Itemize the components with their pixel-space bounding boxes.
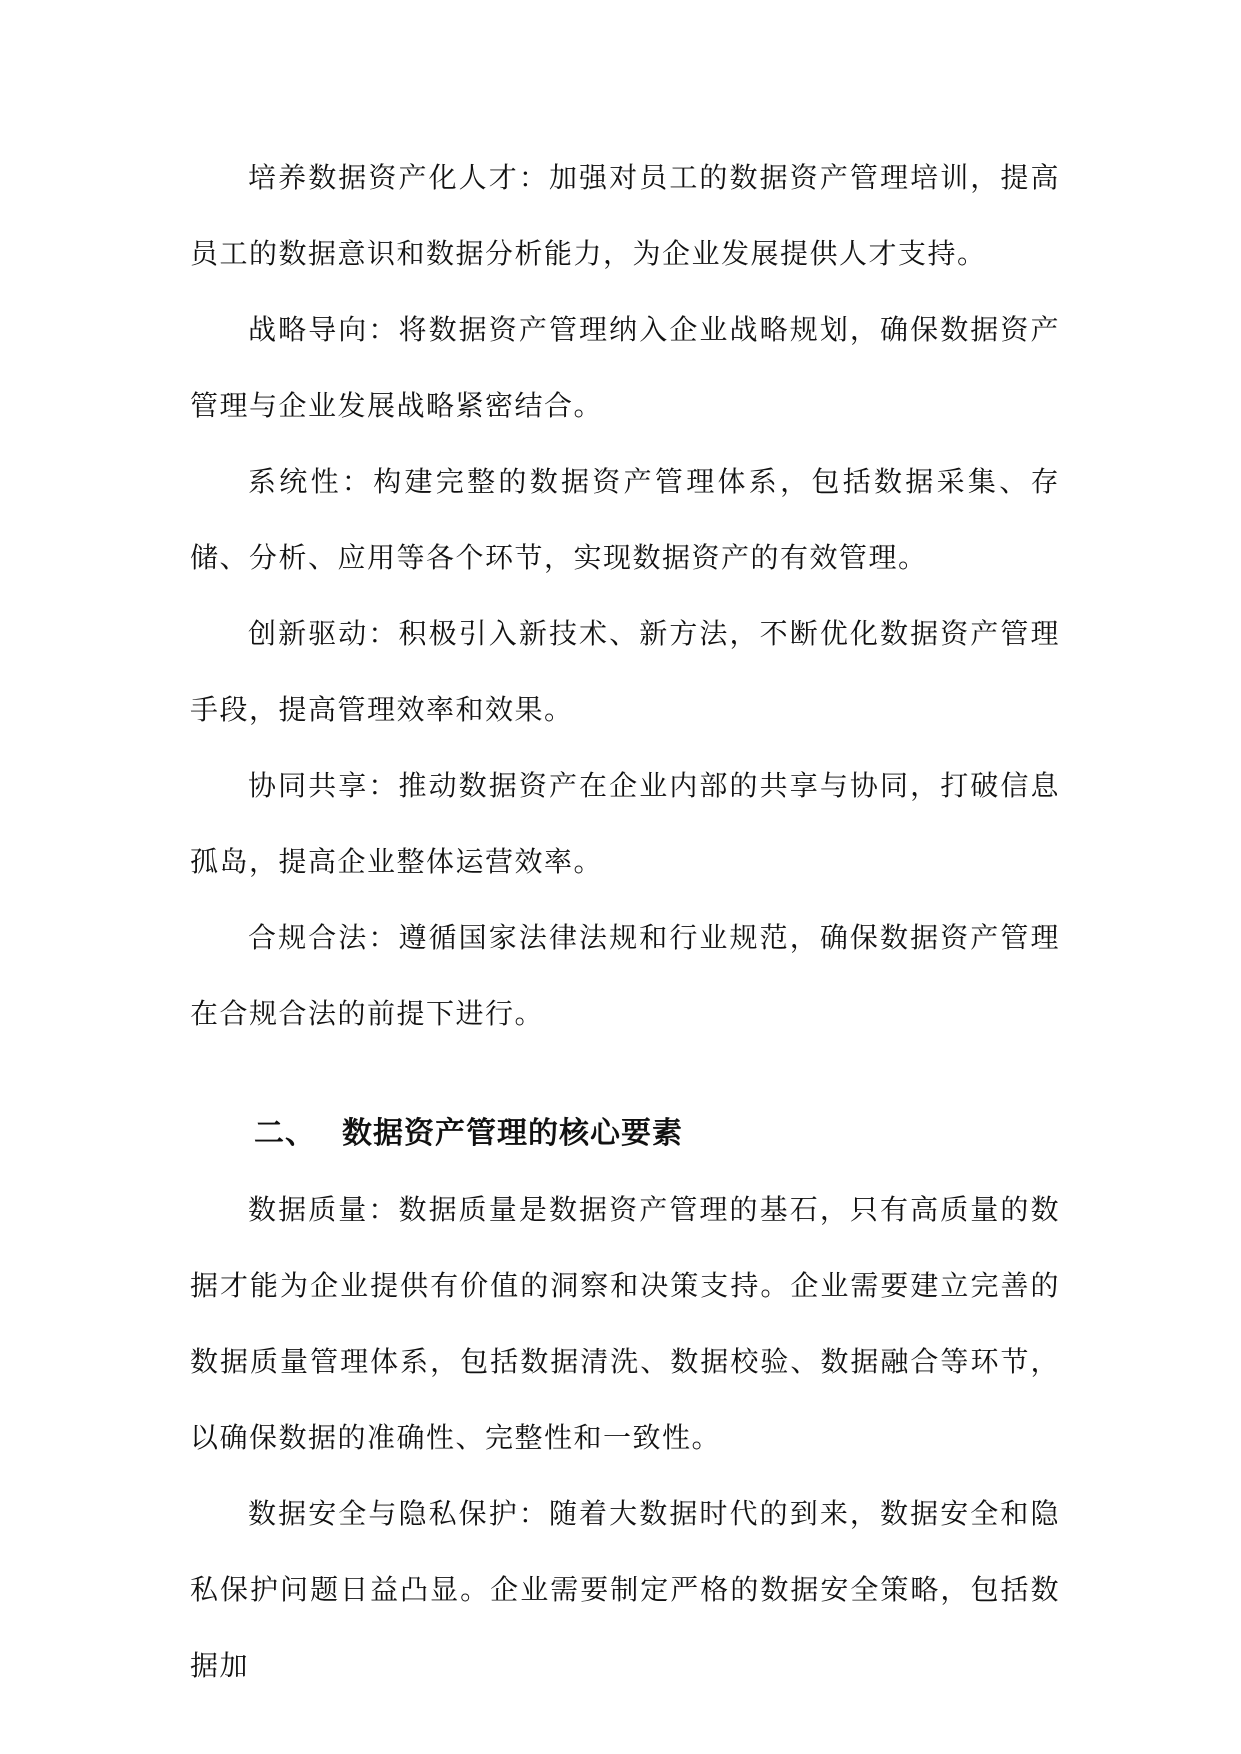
paragraph-data-security: 数据安全与隐私保护：随着大数据时代的到来，数据安全和隐私保护问题日益凸显。企业需要制定严格的数据安全策略，包括数据加 xyxy=(190,1497,1060,1682)
section-number: 二、 xyxy=(254,1116,316,1151)
paragraph-strategy: 战略导向：将数据资产管理纳入企业战略规划，确保数据资产管理与企业发展战略紧密结合。 xyxy=(190,313,1060,422)
paragraph-talent: 培养数据资产化人才：加强对员工的数据资产管理培训，提高员工的数据意识和数据分析能力，为企业发展提供人才支持。 xyxy=(190,161,1060,270)
section-heading xyxy=(190,1096,1060,1172)
page-content xyxy=(190,140,1060,1704)
paragraph-systematic: 系统性：构建完整的数据资产管理体系，包括数据采集、存储、分析、应用等各个环节，实现数据资产的有效管理。 xyxy=(190,465,1060,574)
paragraph-compliance: 合规合法：遵循国家法律法规和行业规范，确保数据资产管理在合规合法的前提下进行。 xyxy=(190,921,1060,1030)
paragraph-innovation: 创新驱动：积极引入新技术、新方法，不断优化数据资产管理手段，提高管理效率和效果。 xyxy=(190,617,1060,726)
section-title: 数据资产管理的核心要素 xyxy=(342,1116,683,1151)
paragraph-collaboration: 协同共享：推动数据资产在企业内部的共享与协同，打破信息孤岛，提高企业整体运营效率。 xyxy=(190,769,1060,878)
paragraph-data-quality: 数据质量：数据质量是数据资产管理的基石，只有高质量的数据才能为企业提供有价值的洞察和决策支持。企业需要建立完善的数据质量管理体系，包括数据清洗、数据校验、数据融合等环节，以确保数据的准确性、完整性和一致性。 xyxy=(190,1193,1060,1454)
